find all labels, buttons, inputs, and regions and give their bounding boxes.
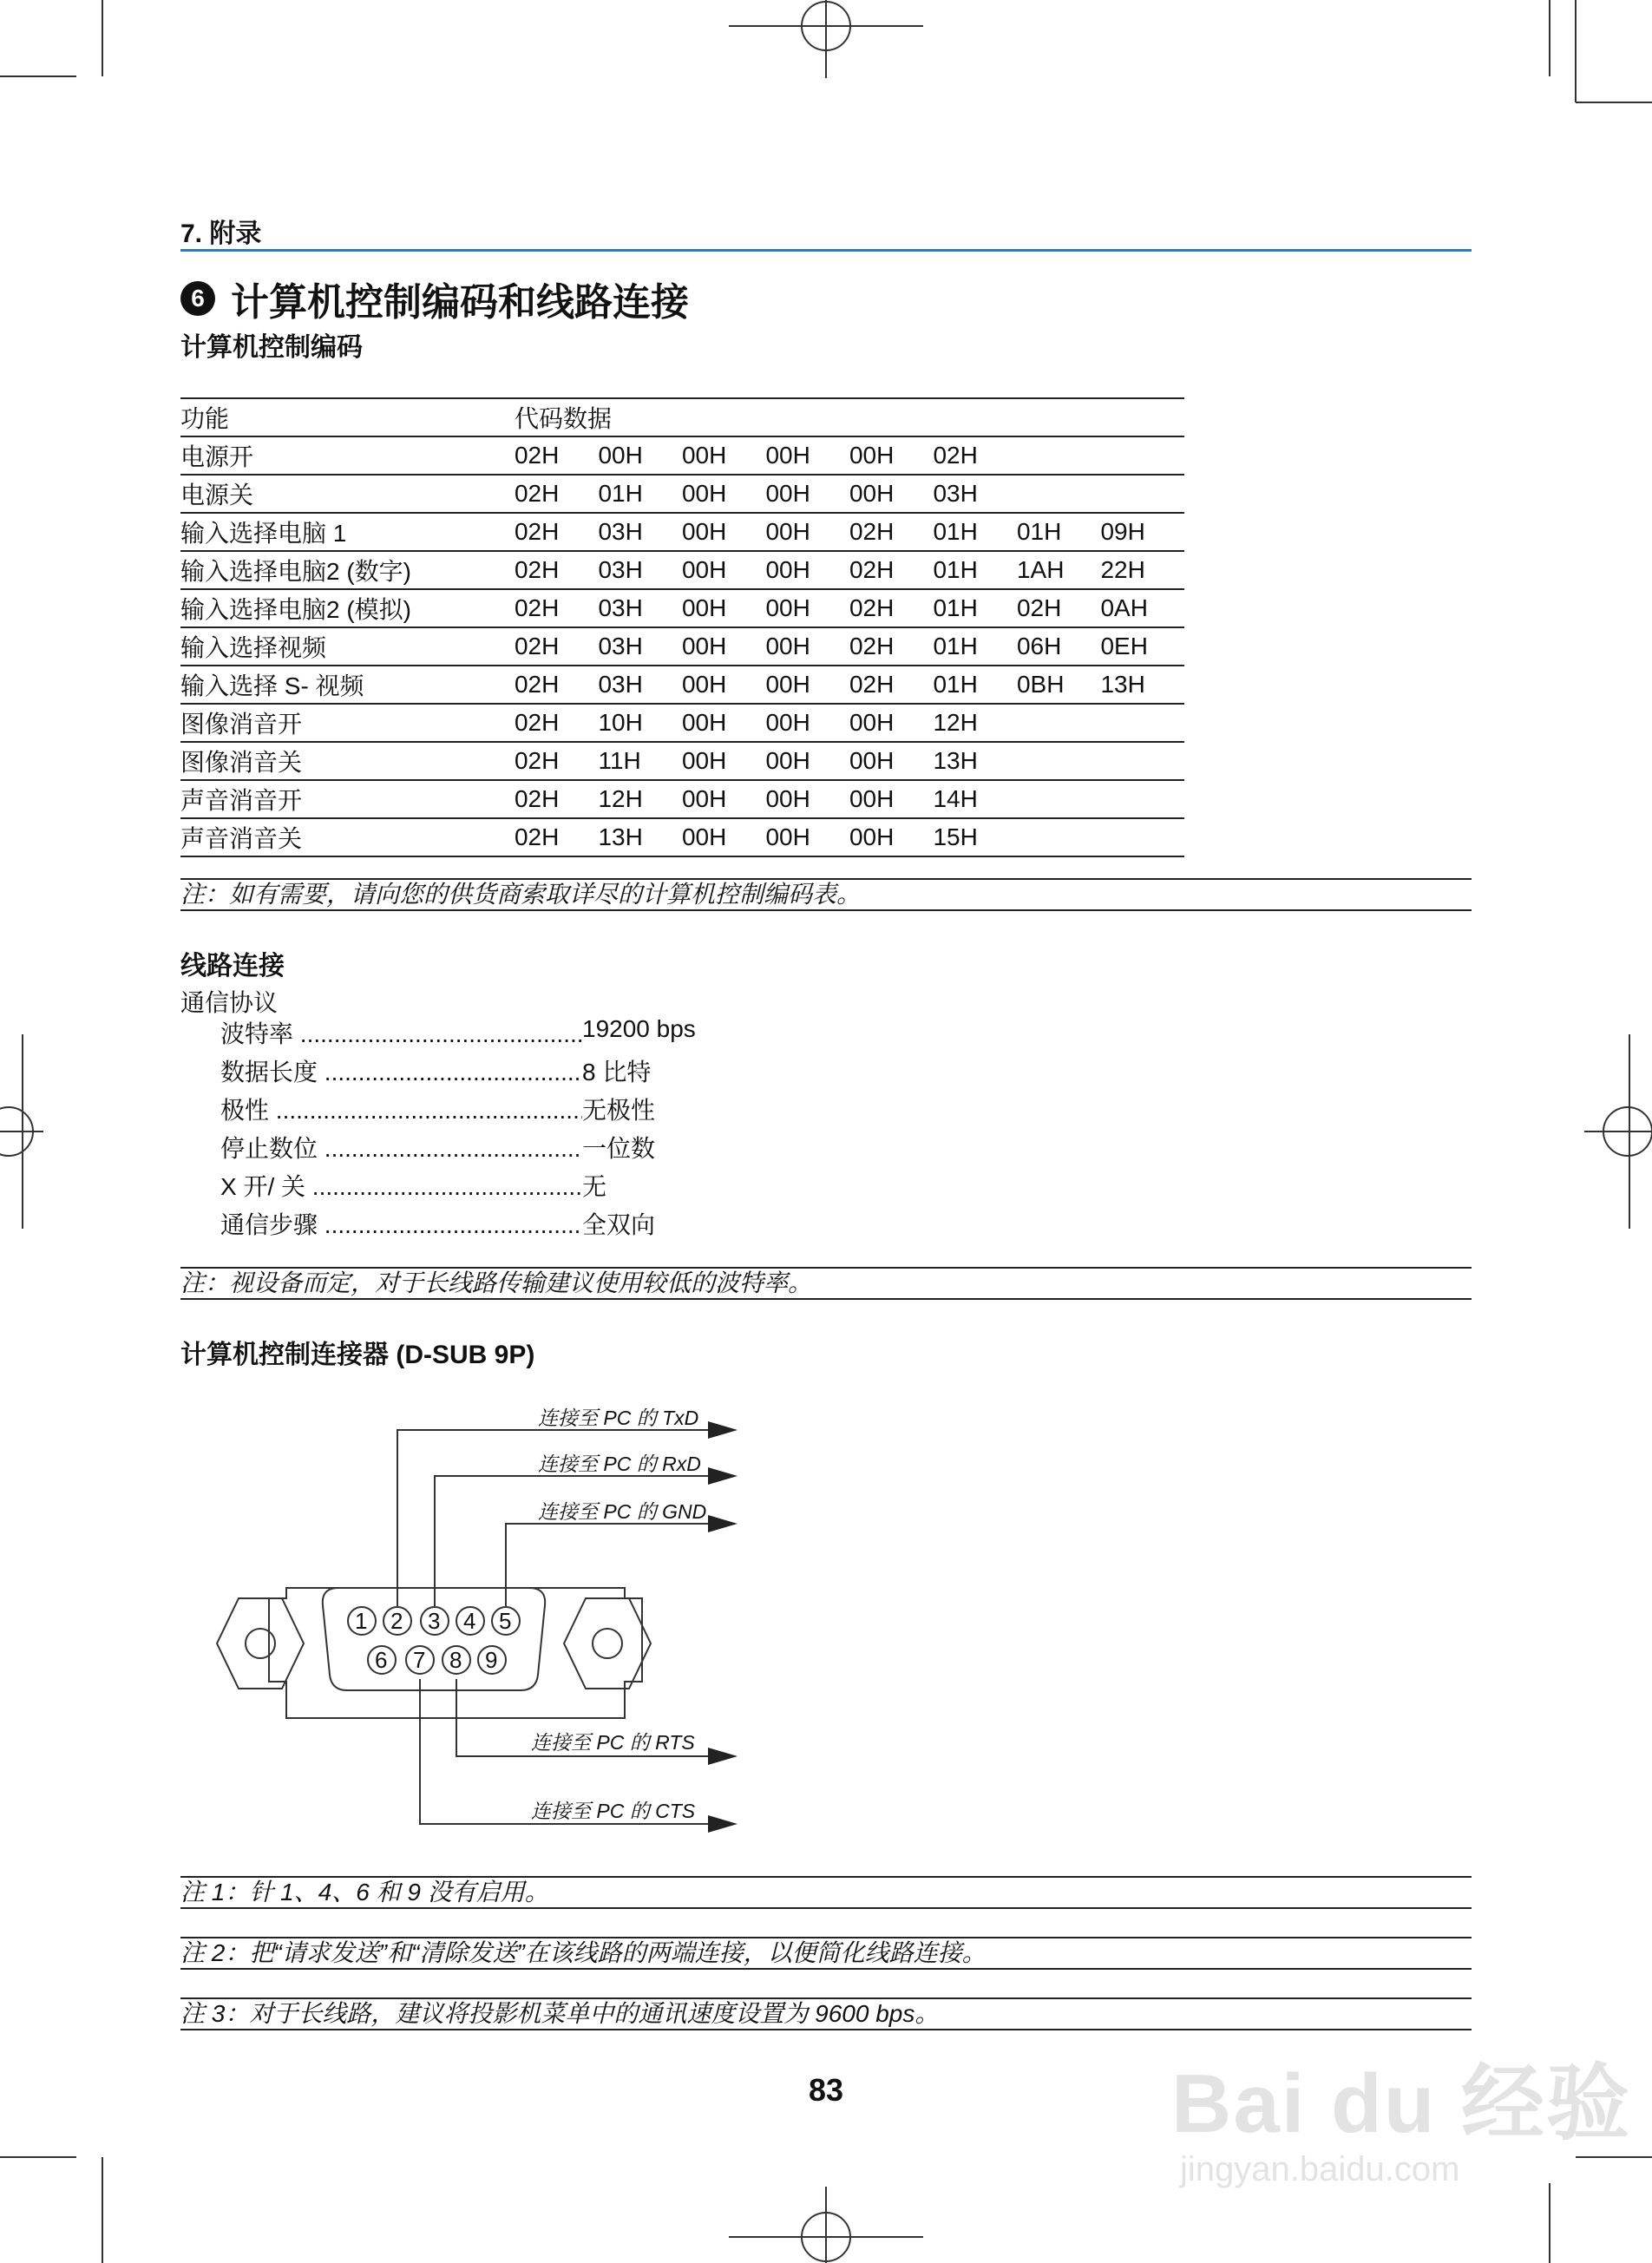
left-screw-hex: [217, 1598, 304, 1689]
codes-heading: 计算机控制编码: [180, 333, 363, 362]
line-heading: 线路连接: [180, 952, 285, 981]
code-cell: 02H: [515, 475, 599, 513]
code-cell: 00H: [765, 436, 849, 475]
code-cell: 00H: [765, 513, 849, 551]
label-cts: 连接至 PC 的 CTS: [531, 1800, 696, 1822]
label-rts: 连接至 PC 的 RTS: [531, 1731, 695, 1754]
code-cell: 02H: [515, 818, 599, 856]
code-cell: 02H: [849, 666, 934, 704]
note-3: 注 3：对于长线路，建议将投影机菜单中的通讯速度设置为 9600 bps。: [180, 1997, 1472, 2030]
param-name: 通信步骤 .....: [220, 1206, 582, 1241]
code-cell: 12H: [933, 704, 1017, 742]
function-cell: 图像消音开: [180, 704, 515, 742]
code-cell: 00H: [765, 589, 849, 627]
code-cell: 00H: [849, 436, 934, 475]
param-value: 8 比特: [582, 1059, 652, 1086]
code-cell: 0AH: [1100, 589, 1184, 627]
code-cell: 00H: [765, 475, 849, 513]
left-screw-hole: [246, 1629, 275, 1658]
code-cell: 00H: [682, 589, 766, 627]
pin-label-7: 7: [413, 1647, 426, 1673]
code-cell: 00H: [849, 475, 934, 513]
function-cell: 输入选择电脑2 (数字): [180, 551, 515, 589]
code-cell: 01H: [933, 589, 1017, 627]
code-cell: 1AH: [1017, 551, 1101, 589]
code-cell: 15H: [933, 818, 1017, 856]
code-cell: 11H: [598, 742, 682, 780]
code-cell: 02H: [849, 513, 934, 551]
note-1: 注 1：针 1、4、6 和 9 没有启用。: [180, 1876, 1472, 1909]
code-cell: 00H: [682, 704, 766, 742]
function-cell: 输入选择 S- 视频: [180, 666, 515, 704]
code-cell: 00H: [682, 742, 766, 780]
param-name: 数据长度 .....: [220, 1053, 582, 1088]
code-cell: 00H: [765, 704, 849, 742]
code-cell: 14H: [933, 780, 1017, 818]
function-cell: 输入选择电脑2 (模拟): [180, 589, 515, 627]
connector-heading: 计算机控制连接器 (D-SUB 9P): [180, 1341, 535, 1369]
param-value: 全双向: [582, 1211, 656, 1238]
code-cell: 01H: [598, 475, 682, 513]
code-cell: 22H: [1100, 551, 1184, 589]
code-cell: 00H: [765, 627, 849, 666]
pin-label-2: 2: [390, 1608, 403, 1634]
code-cell: 00H: [849, 818, 934, 856]
watermark-brand: Bai du 经验: [1171, 2057, 1632, 2150]
pin-label-1: 1: [355, 1608, 368, 1634]
code-cell: 01H: [933, 627, 1017, 666]
code-cell: 02H: [515, 589, 599, 627]
param-name: X 开/ 关 .....: [220, 1168, 582, 1203]
pin-label-9: 9: [485, 1647, 498, 1673]
code-cell: 02H: [515, 780, 599, 818]
pin-label-5: 5: [499, 1608, 512, 1634]
code-cell: 03H: [598, 513, 682, 551]
label-gnd: 连接至 PC 的 GND: [538, 1500, 707, 1523]
param-value: 一位数: [582, 1135, 656, 1162]
function-cell: 输入选择视频: [180, 627, 515, 666]
param-value: 无极性: [582, 1097, 656, 1124]
function-cell: 电源关: [180, 475, 515, 513]
function-cell: 输入选择电脑 1: [180, 513, 515, 551]
code-cell: 0EH: [1100, 627, 1184, 666]
code-cell: 10H: [598, 704, 682, 742]
code-cell: 00H: [682, 551, 766, 589]
code-cell: 02H: [515, 513, 599, 551]
column-header-code-data: 代码数据: [515, 398, 1184, 436]
code-cell: 00H: [849, 742, 934, 780]
code-cell: 03H: [598, 666, 682, 704]
page-number: 83: [809, 2072, 844, 2108]
line-note: 注：视设备而定，对于长线路传输建议使用较低的波特率。: [180, 1267, 1472, 1300]
code-cell: 02H: [515, 742, 599, 780]
code-cell: 03H: [933, 475, 1017, 513]
pin-label-8: 8: [449, 1647, 462, 1673]
code-cell: 00H: [849, 780, 934, 818]
code-cell: 12H: [598, 780, 682, 818]
right-screw-hex: [564, 1598, 651, 1689]
code-cell: 00H: [682, 513, 766, 551]
code-cell: 02H: [515, 551, 599, 589]
section-number-badge: 6: [180, 281, 215, 316]
function-cell: 图像消音关: [180, 742, 515, 780]
code-cell: 06H: [1017, 627, 1101, 666]
code-cell: 00H: [765, 742, 849, 780]
code-cell: 02H: [849, 627, 934, 666]
code-cell: 02H: [515, 436, 599, 475]
code-cell: 00H: [849, 704, 934, 742]
code-cell: 13H: [933, 742, 1017, 780]
chapter-title: 7. 附录: [180, 220, 262, 248]
param-name: 停止数位 .....: [220, 1130, 582, 1164]
code-cell: 00H: [765, 818, 849, 856]
code-cell: 13H: [1100, 666, 1184, 704]
pin-label-6: 6: [375, 1647, 388, 1673]
code-cell: 00H: [682, 818, 766, 856]
code-cell: 00H: [682, 780, 766, 818]
code-cell: 02H: [933, 436, 1017, 475]
code-cell: 00H: [765, 551, 849, 589]
code-cell: 13H: [598, 818, 682, 856]
codes-note: 注：如有需要，请向您的供货商索取详尽的计算机控制编码表。: [180, 878, 1472, 911]
right-screw-hole: [593, 1629, 622, 1658]
code-cell: 02H: [515, 666, 599, 704]
column-header-function: 功能: [180, 398, 515, 436]
code-cell: 02H: [849, 589, 934, 627]
code-cell: 00H: [682, 436, 766, 475]
function-cell: 声音消音开: [180, 780, 515, 818]
code-cell: 01H: [933, 551, 1017, 589]
param-value: 19200 bps: [582, 1015, 696, 1042]
param-name: 极性 .....: [220, 1092, 582, 1126]
watermark-url: jingyan.baidu.com: [1180, 2150, 1460, 2188]
param-name: 波特率 .....: [220, 1015, 582, 1050]
function-cell: 电源开: [180, 436, 515, 475]
param-value: 无: [582, 1173, 607, 1200]
code-cell: 00H: [682, 475, 766, 513]
code-cell: 00H: [682, 666, 766, 704]
label-txd: 连接至 PC 的 TxD: [538, 1407, 699, 1429]
code-cell: 01H: [933, 666, 1017, 704]
arrow-heads: [708, 1421, 738, 1833]
label-rxd: 连接至 PC 的 RxD: [538, 1453, 701, 1475]
protocol-label: 通信协议: [180, 989, 279, 1016]
code-cell: 03H: [598, 551, 682, 589]
code-cell: 0BH: [1017, 666, 1101, 704]
pin-label-3: 3: [428, 1608, 441, 1634]
code-cell: 00H: [598, 436, 682, 475]
pin-label-4: 4: [463, 1608, 476, 1634]
code-cell: 03H: [598, 627, 682, 666]
code-cell: 00H: [765, 666, 849, 704]
code-cell: 09H: [1100, 513, 1184, 551]
code-cell: 00H: [682, 627, 766, 666]
code-cell: 02H: [515, 627, 599, 666]
code-cell: 02H: [1017, 589, 1101, 627]
code-cell: 01H: [1017, 513, 1101, 551]
code-cell: 02H: [849, 551, 934, 589]
code-cell: 00H: [765, 780, 849, 818]
section-title: 计算机控制编码和线路连接: [231, 281, 689, 324]
code-cell: 01H: [933, 513, 1017, 551]
note-2: 注 2：把“请求发送”和“清除发送”在该线路的两端连接，以便简化线路连接。: [180, 1937, 1472, 1970]
function-cell: 声音消音关: [180, 818, 515, 856]
code-cell: 02H: [515, 704, 599, 742]
code-cell: 03H: [598, 589, 682, 627]
